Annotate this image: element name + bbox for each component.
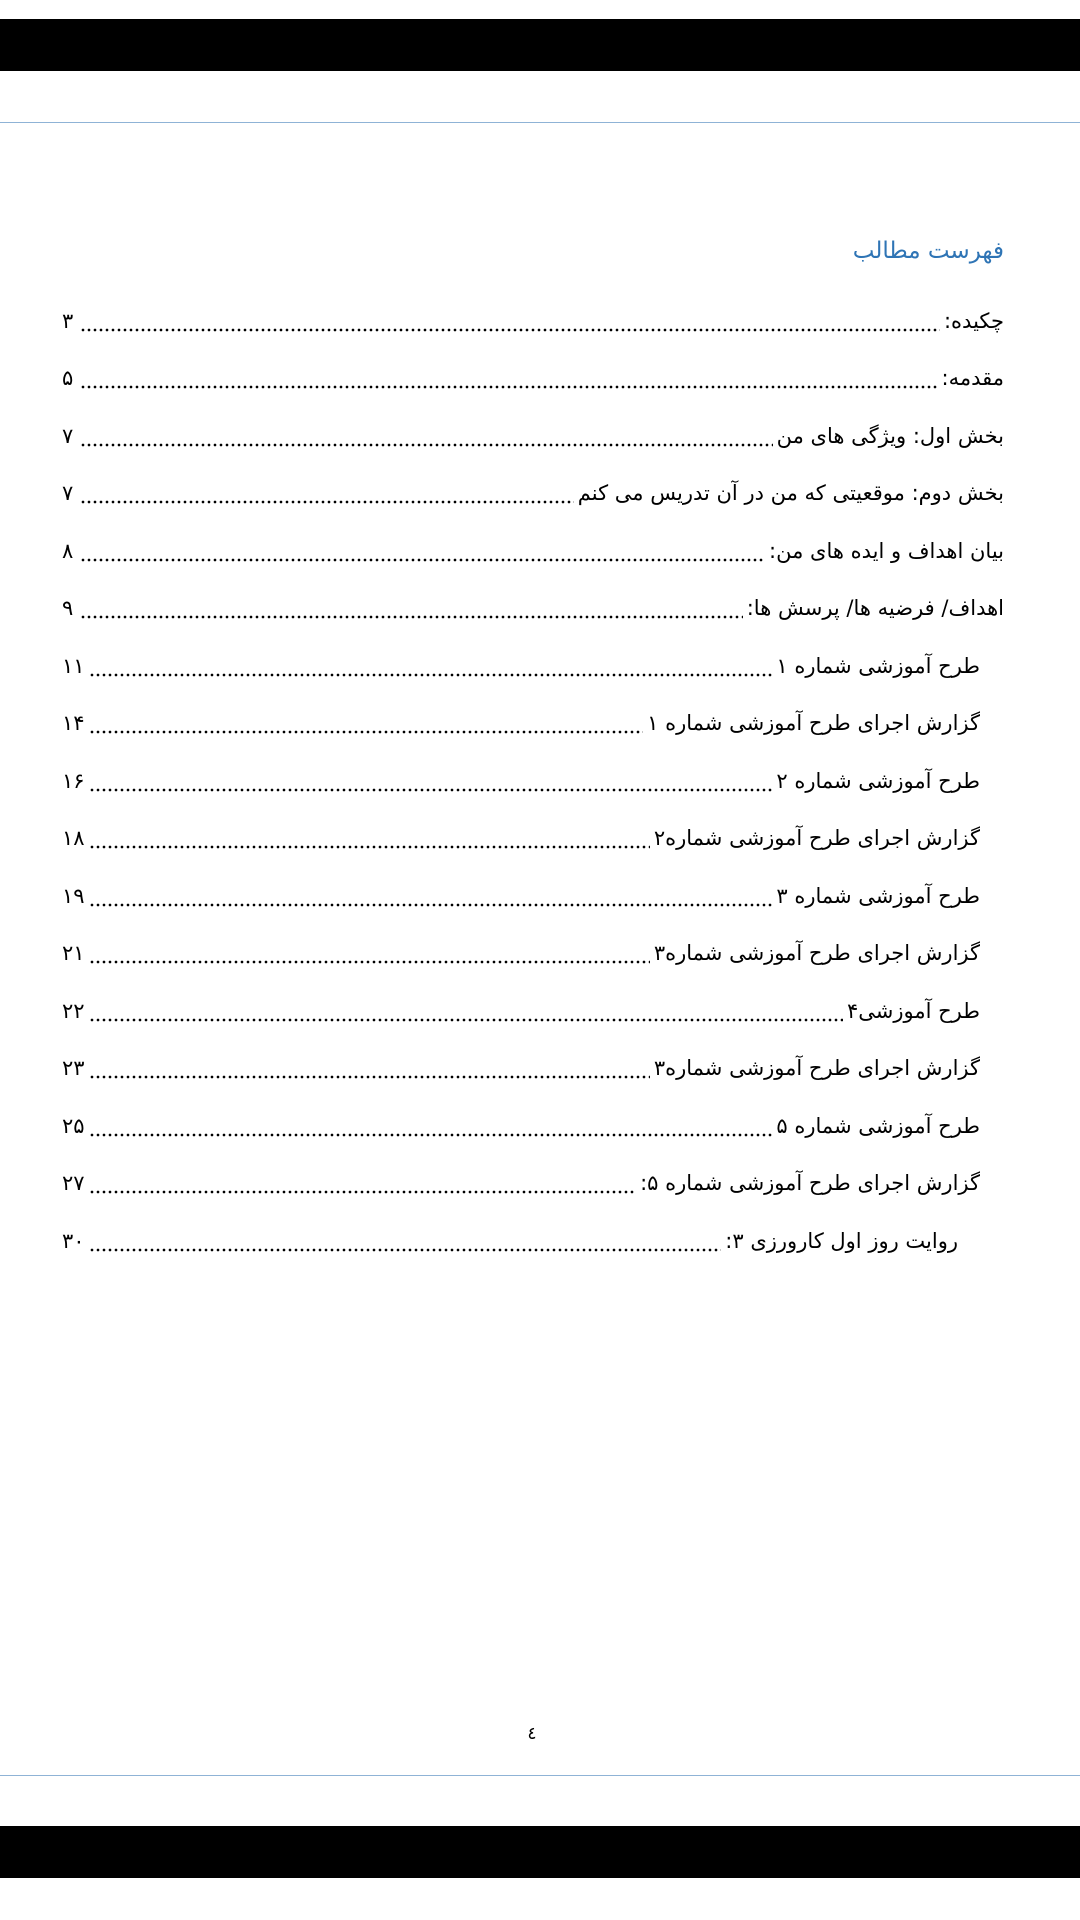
toc-entry-title: اهداف/ فرضیه ها/ پرسش ها: — [746, 596, 1004, 620]
toc-entry-page: ۱۱ — [62, 653, 85, 678]
top-black-bar — [0, 19, 1080, 71]
toc-entry[interactable] — [62, 453, 1004, 511]
toc-dot-leader — [89, 823, 650, 849]
toc-entry[interactable] — [62, 280, 1004, 338]
toc-entry-page: ۱۹ — [62, 883, 85, 908]
toc-entry-page: ۱۸ — [62, 826, 85, 850]
toc-entry-page: ۷ — [62, 481, 74, 505]
toc-dot-leader — [80, 363, 938, 389]
toc-entry[interactable] — [62, 970, 1004, 1028]
toc-dot-leader — [89, 651, 773, 677]
toc-entry-title: گزارش اجرای طرح آموزشی شماره۲ — [653, 826, 980, 850]
page-number: ٤ — [527, 1724, 537, 1744]
toc-entry-title: روایت روز اول کارورزی ۳: — [725, 1228, 958, 1253]
toc-entry[interactable] — [62, 798, 1004, 856]
toc-entry[interactable] — [62, 1200, 1004, 1258]
toc-entry-page: ۲۲ — [62, 998, 85, 1023]
toc-entry-title: گزارش اجرای طرح آموزشی شماره۳ — [653, 1056, 980, 1080]
toc-entry[interactable] — [62, 395, 1004, 453]
header-rule — [0, 122, 1080, 123]
toc-entry-page: ۲۳ — [62, 1056, 85, 1080]
toc-entry[interactable] — [62, 1085, 1004, 1143]
toc-entry-title: طرح آموزشی شماره ۳ — [776, 883, 980, 908]
toc-entry-title: طرح آموزشی شماره ۱ — [776, 653, 980, 678]
toc-dot-leader — [89, 1168, 637, 1194]
toc-entry[interactable] — [62, 683, 1004, 741]
toc-entry[interactable] — [62, 510, 1004, 568]
toc-dot-leader — [80, 478, 574, 504]
toc-entry-title: بخش اول: ویژگی های من — [776, 423, 1004, 448]
toc-entry-title: طرح آموزشی۴ — [847, 998, 980, 1023]
toc-entry-page: ۲۱ — [62, 941, 85, 965]
table-of-contents — [62, 280, 1004, 1258]
toc-dot-leader — [80, 593, 743, 619]
toc-entry-page: ۳ — [62, 308, 74, 333]
toc-dot-leader — [80, 421, 773, 447]
toc-entry-title: گزارش اجرای طرح آموزشی شماره ۵: — [640, 1171, 980, 1195]
toc-entry[interactable] — [62, 855, 1004, 913]
toc-dot-leader — [89, 996, 843, 1022]
toc-entry[interactable] — [62, 568, 1004, 626]
toc-title: فهرست مطالب — [852, 238, 1004, 264]
toc-entry-page: ۲۷ — [62, 1171, 85, 1195]
toc-entry-page: ۷ — [62, 423, 74, 448]
bottom-black-bar — [0, 1826, 1080, 1878]
toc-dot-leader — [89, 1111, 773, 1137]
toc-entry-page: ۳۰ — [62, 1228, 85, 1253]
toc-dot-leader — [89, 708, 644, 734]
toc-dot-leader — [89, 1226, 722, 1252]
toc-dot-leader — [89, 881, 773, 907]
footer-rule — [0, 1775, 1080, 1776]
toc-entry-title: طرح آموزشی شماره ۲ — [776, 768, 980, 793]
toc-entry-title: مقدمه: — [941, 366, 1004, 390]
toc-dot-leader — [89, 766, 773, 792]
toc-entry-title: بیان اهداف و ایده های من: — [769, 538, 1004, 563]
toc-dot-leader — [89, 1053, 650, 1079]
toc-entry-page: ۱۶ — [62, 768, 85, 793]
toc-entry[interactable] — [62, 1028, 1004, 1086]
toc-entry-title: بخش دوم: موقعیتی که من در آن تدریس می کنم — [577, 481, 1004, 505]
toc-entry-title: گزارش اجرای طرح آموزشی شماره ۱ — [647, 711, 980, 735]
toc-entry-title: گزارش اجرای طرح آموزشی شماره۳ — [653, 941, 980, 965]
toc-entry-title: طرح آموزشی شماره ۵ — [776, 1113, 980, 1138]
toc-entry-title: چکیده: — [943, 308, 1004, 333]
toc-entry[interactable] — [62, 913, 1004, 971]
toc-entry[interactable] — [62, 338, 1004, 396]
toc-dot-leader — [80, 536, 765, 562]
toc-entry-page: ۱۴ — [62, 711, 85, 735]
toc-entry-page: ۵ — [62, 366, 74, 390]
toc-dot-leader — [89, 938, 650, 964]
toc-entry[interactable] — [62, 1143, 1004, 1201]
toc-entry-page: ۲۵ — [62, 1113, 85, 1138]
toc-entry[interactable] — [62, 740, 1004, 798]
toc-entry-page: ۹ — [62, 596, 74, 620]
toc-entry[interactable] — [62, 625, 1004, 683]
toc-dot-leader — [80, 306, 940, 332]
toc-entry-page: ۸ — [62, 538, 74, 563]
